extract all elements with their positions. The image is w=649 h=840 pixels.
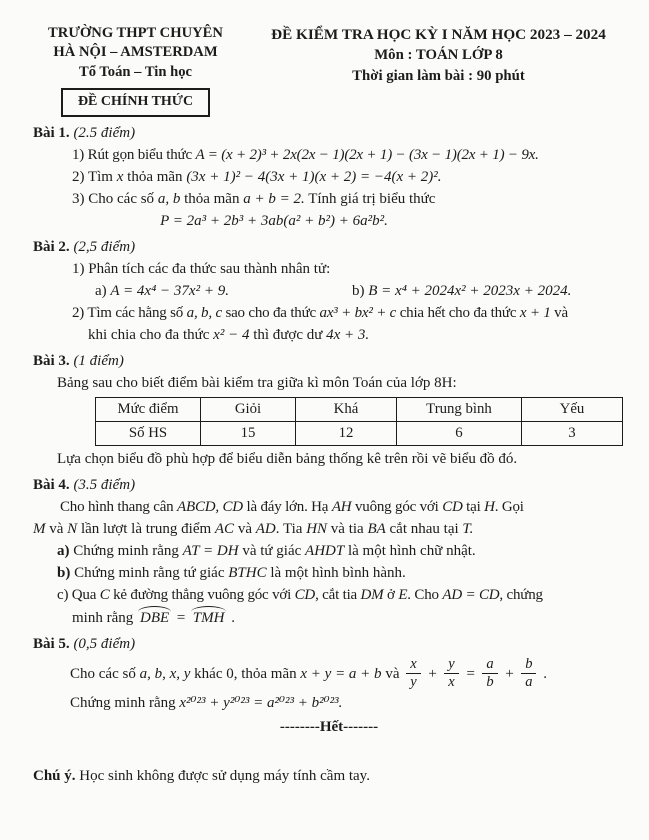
problem-2-item-1b xyxy=(352,282,571,301)
text-segment: (2,5 điểm) xyxy=(73,238,136,255)
text-segment: vuông góc với xyxy=(351,499,443,516)
text-segment: ở xyxy=(383,587,399,604)
fraction: $\frac{b}{a}$ xyxy=(521,657,536,690)
problem-1-item-3 xyxy=(72,190,625,209)
text-segment: Chú ý. xyxy=(33,768,76,785)
header-cell-gioi: Giỏi xyxy=(201,398,296,422)
text-segment: a, b xyxy=(157,190,181,207)
text-segment: là một hình bình hành. xyxy=(266,565,406,582)
exam-subject: Môn : TOÁN LỚP 8 xyxy=(374,47,503,64)
text-segment: x + 1 xyxy=(519,304,551,321)
table-data-row xyxy=(96,422,623,446)
text-segment: AT = DH xyxy=(182,543,239,560)
problem-3-heading xyxy=(33,352,625,371)
text-segment: khác 0, thỏa mãn xyxy=(190,665,301,682)
text-segment: a + b = 2. xyxy=(243,190,305,207)
problem-2-item-2-line2 xyxy=(88,326,625,345)
problem-2-item-1a xyxy=(95,283,229,299)
fraction: $\frac{a}{b}$ xyxy=(482,657,497,690)
problem-2-item-1-row xyxy=(33,282,625,301)
text-segment: khi chia cho đa thức xyxy=(88,326,214,343)
text-segment: + xyxy=(500,665,519,682)
text-segment: = xyxy=(461,665,480,682)
fraction: $\frac{x}{y}$ xyxy=(406,657,420,690)
text-segment: H xyxy=(484,499,495,516)
angle-hat-notation: TMH xyxy=(190,608,228,628)
text-segment: và xyxy=(550,304,568,321)
text-segment: và tứ giác xyxy=(238,543,306,560)
text-segment: Bài 4. xyxy=(33,477,74,494)
problem-1-item-2 xyxy=(72,168,625,187)
problem-3-intro: Bảng sau cho biết điểm bài kiểm tra giữa kì môn Toán của lớp 8H: xyxy=(57,375,457,392)
data-cell-gioi: 15 xyxy=(201,422,296,446)
exam-header xyxy=(33,24,625,117)
footer-note xyxy=(33,767,625,786)
text-segment: cắt nhau tại xyxy=(385,521,463,538)
text-segment: 2) Tìm các hằng số xyxy=(72,304,187,321)
text-segment: (0,5 điểm) xyxy=(73,636,136,653)
end-divider: --------Hết------- xyxy=(279,718,379,735)
text-segment: là đáy lớn. Hạ xyxy=(242,499,332,516)
text-segment: minh rằng xyxy=(72,610,137,627)
text-segment: sao cho đa thức xyxy=(221,304,320,321)
text-segment: x² − 4 xyxy=(213,326,250,343)
problem-1-equation xyxy=(33,212,515,231)
text-segment: 3) Cho các số xyxy=(72,190,158,207)
text-segment: c) Qua xyxy=(57,587,100,604)
text-segment: N xyxy=(67,521,78,538)
text-segment: HN xyxy=(306,521,328,538)
text-segment: 2) Tìm xyxy=(72,168,117,185)
text-segment: . Tia xyxy=(275,521,307,538)
school-name-line1: TRƯỜNG THPT CHUYÊN xyxy=(48,25,223,41)
text-segment: 1) Phân tích các đa thức sau thành nhân tử: xyxy=(72,260,331,277)
text-segment: Bài 5. xyxy=(33,636,74,653)
problem-4-item-b xyxy=(57,564,625,583)
text-segment: Bài 2. xyxy=(33,238,74,255)
text-segment: 4x + 3. xyxy=(326,326,370,343)
text-segment: Bài 1. xyxy=(33,124,74,141)
header-cell-kha: Khá xyxy=(296,398,397,422)
text-segment: B = x⁴ + 2024x² + 2023x + 2024. xyxy=(368,282,572,299)
text-segment: E xyxy=(398,587,408,604)
table-header-row xyxy=(96,398,623,422)
text-segment: CD xyxy=(294,587,316,604)
text-segment: , cắt tia xyxy=(315,587,361,604)
text-segment: Chứng minh rằng tứ giác xyxy=(70,565,229,582)
problem-2-item-2-line1 xyxy=(72,304,625,323)
text-segment: a, b, c xyxy=(186,304,222,321)
data-cell-so-hs: Số HS xyxy=(96,422,201,446)
text-segment: tại xyxy=(462,499,485,516)
text-segment: BA xyxy=(367,521,386,538)
text-segment: chia hết cho đa thức xyxy=(396,304,520,321)
text-segment: Chứng minh rằng xyxy=(69,543,183,560)
text-segment: và tia xyxy=(327,521,368,538)
text-segment: thỏa mãn xyxy=(123,168,187,185)
text-segment: A = 4x⁴ − 37x² + 9. xyxy=(110,282,229,299)
text-segment: + xyxy=(423,665,442,682)
text-segment: (3x + 1)² − 4(3x + 1)(x + 2) = −4(x + 2)². xyxy=(186,168,442,185)
text-segment: (2.5 điểm) xyxy=(73,124,136,141)
text-segment: x + y = a + b xyxy=(300,665,382,682)
text-segment: CD xyxy=(442,499,463,516)
text-segment: AD = CD xyxy=(442,587,500,604)
text-segment: thì được dư xyxy=(249,326,327,343)
text-segment: b) xyxy=(57,565,71,582)
problem-1-heading xyxy=(33,124,625,143)
text-segment: a) xyxy=(57,543,70,560)
text-segment: Cho hình thang cân xyxy=(60,499,178,516)
problem-5-heading xyxy=(33,635,625,654)
text-segment: C xyxy=(99,587,110,604)
problem-2-heading xyxy=(33,238,625,257)
problem-4-item-a xyxy=(57,542,625,561)
text-segment: AC xyxy=(214,521,235,538)
text-segment: BTHC xyxy=(228,565,267,582)
school-block xyxy=(33,24,238,117)
text-segment: AH xyxy=(331,499,352,516)
text-segment: b) xyxy=(352,282,369,299)
fraction: $\frac{y}{x}$ xyxy=(444,657,458,690)
text-segment: Học sinh không được sử dụng máy tính cầm tay. xyxy=(75,768,370,785)
official-exam-stamp: ĐỀ CHÍNH THỨC xyxy=(61,88,210,117)
text-segment: 1) Rút gọn biểu thức xyxy=(72,146,196,163)
exam-title-block xyxy=(238,24,625,87)
data-cell-kha: 12 xyxy=(296,422,397,446)
text-segment: . xyxy=(539,665,547,682)
text-segment: AD xyxy=(255,521,276,538)
text-segment: (1 điểm) xyxy=(73,352,124,369)
text-segment: ABCD, xyxy=(177,499,219,516)
text-segment: AHDT xyxy=(305,543,345,560)
angle-hat-notation: DBE xyxy=(137,608,172,628)
exam-duration: Thời gian làm bài : 90 phút xyxy=(352,67,525,84)
text-segment: và xyxy=(381,665,404,682)
problem-4-item-c-line1 xyxy=(57,586,625,605)
score-table xyxy=(95,397,623,446)
problem-3-outro: Lựa chọn biểu đồ phù hợp để biểu diễn bảng thống kê trên rồi vẽ biểu đồ đó. xyxy=(57,451,518,468)
text-segment: DM xyxy=(360,587,384,604)
header-cell-trung-binh: Trung bình xyxy=(397,398,522,422)
text-segment: Cho các số xyxy=(70,665,140,682)
problem-4-item-c-line2 xyxy=(72,608,625,628)
text-segment: thỏa mãn xyxy=(180,190,244,207)
school-name-line2: HÀ NỘI – AMSTERDAM xyxy=(53,44,218,61)
header-cell-muc-diem: Mức điểm xyxy=(96,398,201,422)
text-segment: CD xyxy=(222,499,243,516)
data-cell-trung-binh: 6 xyxy=(397,422,522,446)
text-segment: P = 2a³ + 2b³ + 3ab(a² + b²) + 6a²b². xyxy=(160,212,388,229)
text-segment: a, b, x, y xyxy=(139,665,191,682)
text-segment: = xyxy=(172,610,190,627)
problem-4-heading xyxy=(33,476,625,495)
text-segment: là một hình chữ nhật. xyxy=(344,543,476,560)
header-cell-yeu: Yếu xyxy=(522,398,623,422)
problem-1-item-1 xyxy=(72,146,625,165)
text-segment: lần lượt là trung điểm xyxy=(77,521,215,538)
text-segment: Bài 3. xyxy=(33,352,74,369)
problem-5-line2 xyxy=(70,694,625,713)
text-segment: . xyxy=(227,610,235,627)
text-segment: kẻ đường thẳng vuông góc với xyxy=(109,587,295,604)
text-segment: M xyxy=(33,521,46,538)
text-segment: Chứng minh rằng xyxy=(70,694,180,711)
problem-4-para-line1 xyxy=(60,498,625,517)
text-segment: và xyxy=(234,521,256,538)
text-segment: (3.5 điểm) xyxy=(73,477,136,494)
exam-title: ĐỀ KIỂM TRA HỌC KỲ I NĂM HỌC 2023 – 2024 xyxy=(271,26,606,43)
text-segment: ax³ + bx² + c xyxy=(319,304,397,321)
text-segment: . Gọi xyxy=(494,499,524,516)
text-segment: T. xyxy=(462,521,474,538)
text-segment: x²⁰²³ + y²⁰²³ = a²⁰²³ + b²⁰²³. xyxy=(179,694,343,711)
text-segment: A = (x + 2)³ + 2x(2x − 1)(2x + 1) − (3x − 1)(2x + 1) − 9x. xyxy=(195,146,539,163)
text-segment: và xyxy=(45,521,68,538)
problem-2-item-1 xyxy=(72,260,625,279)
department-line: Tổ Toán – Tin học xyxy=(78,63,193,80)
text-segment: , chứng xyxy=(499,587,543,604)
problem-4-para-line2 xyxy=(33,520,625,539)
text-segment: x xyxy=(116,168,124,185)
text-segment: . Cho xyxy=(407,587,443,604)
problem-5-line1 xyxy=(70,655,625,691)
data-cell-yeu: 3 xyxy=(522,422,623,446)
text-segment: Tính giá trị biểu thức xyxy=(304,190,436,207)
text-segment: a) xyxy=(95,282,111,299)
